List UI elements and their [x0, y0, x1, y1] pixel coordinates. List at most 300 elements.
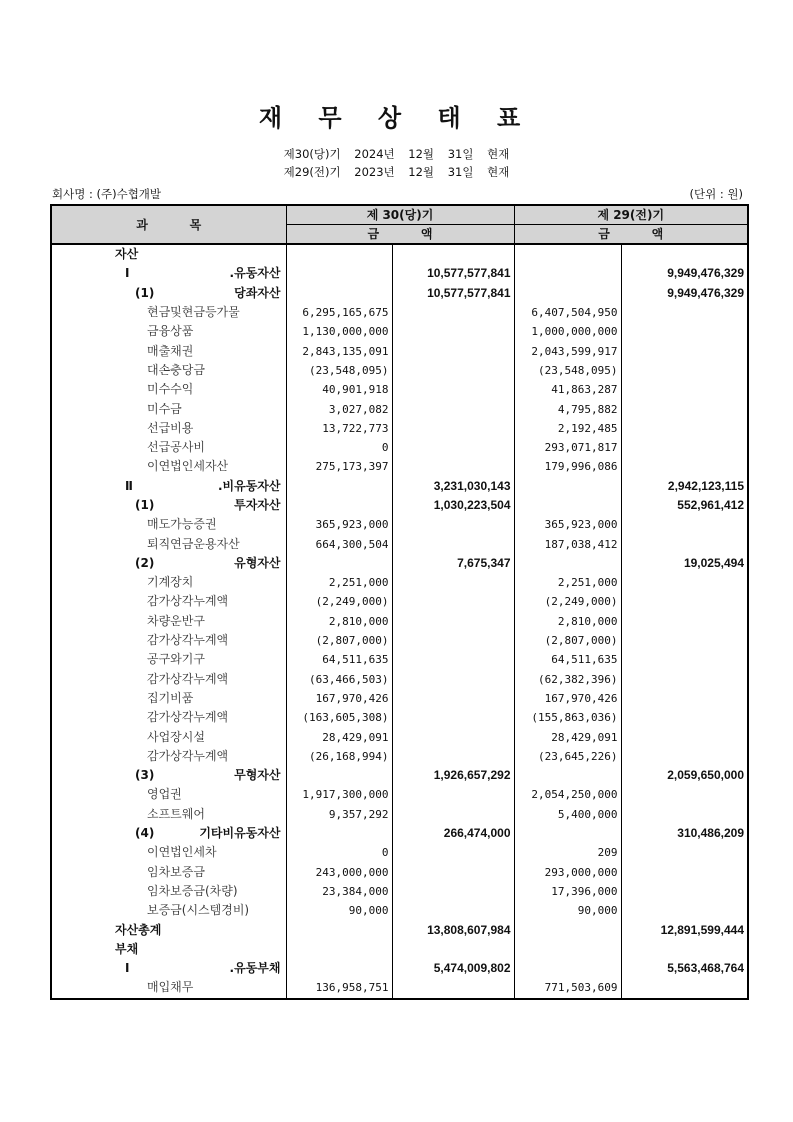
account-name-cell: [51, 920, 286, 939]
previous-subtotal-amount-cell: [621, 747, 748, 766]
previous-detail-amount-cell: [514, 805, 621, 824]
current-detail-amount: 664,300,504: [315, 537, 389, 551]
current-subtotal-amount-cell: [392, 747, 514, 766]
account-name-cell: [51, 361, 286, 380]
account-name: (3) 무형자산: [135, 768, 281, 783]
current-detail-amount: 365,923,000: [315, 518, 389, 532]
table-row: [51, 978, 748, 998]
previous-detail-amount-cell: [514, 264, 621, 283]
account-name: Ⅰ.유동자산: [125, 266, 281, 281]
previous-subtotal-amount: 552,961,412: [677, 498, 744, 512]
period-year: 2023년: [354, 165, 395, 179]
account-name: 감가상각누계액: [147, 633, 229, 648]
previous-subtotal-amount-cell: [621, 708, 748, 727]
account-name: Ⅰ.유동부채: [125, 961, 281, 976]
table-row: [51, 554, 748, 573]
current-detail-amount-cell: [286, 940, 392, 959]
period-term: 제30(당)기: [283, 147, 341, 161]
previous-detail-amount-cell: [514, 631, 621, 650]
previous-detail-amount-cell: [514, 901, 621, 920]
previous-detail-amount-cell: [514, 380, 621, 399]
previous-detail-amount: 365,923,000: [544, 518, 618, 532]
period-suffix: 현재: [487, 165, 510, 179]
previous-detail-amount-cell: [514, 399, 621, 418]
table-row: [51, 515, 748, 534]
current-subtotal-amount-cell: [392, 882, 514, 901]
table-row: [51, 920, 748, 939]
current-detail-amount: 23,384,000: [322, 884, 389, 898]
period-month: 12월: [408, 165, 435, 179]
previous-detail-amount-cell: [514, 303, 621, 322]
current-subtotal-amount: 1,926,657,292: [433, 768, 511, 783]
previous-detail-amount-cell: [514, 361, 621, 380]
current-detail-amount-cell: [286, 322, 392, 341]
current-subtotal-amount-cell: [392, 843, 514, 862]
current-detail-amount-cell: [286, 361, 392, 380]
period-current: [0, 146, 793, 162]
table-row: [51, 457, 748, 476]
previous-detail-amount-cell: [514, 515, 621, 534]
account-name-cell: [51, 959, 286, 978]
previous-subtotal-amount-cell: [621, 727, 748, 746]
current-subtotal-amount-cell: [392, 573, 514, 592]
account-name-cell: [51, 244, 286, 264]
account-name-cell: [51, 708, 286, 727]
current-amount-header: 금 액: [286, 225, 514, 245]
account-name-cell: [51, 322, 286, 341]
current-detail-amount: 90,000: [348, 904, 389, 918]
current-subtotal-amount-cell: [392, 399, 514, 418]
current-subtotal-amount-cell: [392, 303, 514, 322]
current-subtotal-amount-cell: [392, 380, 514, 399]
previous-detail-amount: 64,511,635: [551, 653, 618, 667]
table-row: [51, 843, 748, 862]
current-detail-amount-cell: [286, 785, 392, 804]
current-subtotal-amount-cell: [392, 901, 514, 920]
table-row: [51, 534, 748, 553]
table-row: [51, 727, 748, 746]
previous-detail-amount-cell: [514, 573, 621, 592]
current-subtotal-amount-cell: [392, 534, 514, 553]
current-detail-amount: 64,511,635: [322, 653, 389, 667]
current-detail-amount-cell: [286, 612, 392, 631]
table-row: [51, 264, 748, 283]
previous-subtotal-amount-cell: [621, 689, 748, 708]
current-detail-amount: 0: [381, 441, 389, 455]
previous-detail-amount-cell: [514, 747, 621, 766]
current-subtotal-amount-cell: [392, 689, 514, 708]
current-subtotal-amount-cell: [392, 322, 514, 341]
table-row: [51, 805, 748, 824]
previous-detail-amount: 17,396,000: [551, 884, 618, 898]
previous-detail-amount-cell: [514, 882, 621, 901]
previous-subtotal-amount-cell: [621, 920, 748, 939]
table-row: [51, 496, 748, 515]
account-name-cell: [51, 592, 286, 611]
current-subtotal-amount-cell: [392, 515, 514, 534]
previous-detail-amount-cell: [514, 419, 621, 438]
current-subtotal-amount-cell: [392, 920, 514, 939]
previous-detail-amount-cell: [514, 863, 621, 882]
account-name: 감가상각누계액: [147, 748, 229, 763]
current-detail-amount-cell: [286, 689, 392, 708]
previous-subtotal-amount-cell: [621, 612, 748, 631]
previous-subtotal-amount-cell: [621, 515, 748, 534]
previous-subtotal-amount-cell: [621, 940, 748, 959]
current-period-header: 제 30(당)기: [286, 205, 514, 225]
previous-detail-amount: (62,382,396): [538, 672, 618, 686]
previous-detail-amount: 2,054,250,000: [531, 788, 618, 802]
previous-subtotal-amount: 12,891,599,444: [660, 922, 744, 937]
current-detail-amount-cell: [286, 824, 392, 843]
account-name: 금융상품: [147, 324, 194, 339]
period-term: 제29(전)기: [283, 165, 341, 179]
account-name-cell: [51, 341, 286, 360]
current-detail-amount: 13,722,773: [322, 421, 389, 435]
account-name: 선급비용: [147, 420, 194, 435]
previous-subtotal-amount-cell: [621, 805, 748, 824]
current-detail-amount-cell: [286, 978, 392, 998]
table-row: [51, 322, 748, 341]
table-row: [51, 631, 748, 650]
current-detail-amount: 2,810,000: [328, 614, 389, 628]
previous-detail-amount: 4,795,882: [557, 402, 618, 416]
previous-subtotal-amount-cell: [621, 863, 748, 882]
current-subtotal-amount-cell: [392, 959, 514, 978]
account-name-cell: [51, 766, 286, 785]
account-name-cell: [51, 573, 286, 592]
account-name: 임차보증금(차량): [147, 883, 238, 898]
current-subtotal-amount-cell: [392, 978, 514, 998]
document-title: 재 무 상 태 표: [258, 104, 535, 132]
account-name: 부채: [115, 941, 139, 956]
current-subtotal-amount-cell: [392, 419, 514, 438]
current-detail-amount: 1,130,000,000: [302, 325, 389, 339]
account-name-cell: [51, 650, 286, 669]
current-subtotal-amount-cell: [392, 341, 514, 360]
account-name-cell: [51, 534, 286, 553]
table-row: [51, 824, 748, 843]
previous-detail-amount: 771,503,609: [544, 981, 618, 995]
account-name-cell: [51, 901, 286, 920]
table-row: [51, 399, 748, 418]
previous-subtotal-amount: 310,486,209: [677, 826, 744, 841]
current-subtotal-amount-cell: [392, 824, 514, 843]
previous-detail-amount-cell: [514, 477, 621, 496]
previous-detail-amount-cell: [514, 650, 621, 669]
balance-sheet-table: [50, 204, 749, 1000]
previous-subtotal-amount-cell: [621, 264, 748, 283]
previous-period-header: 제 29(전)기: [514, 205, 748, 225]
account-name-cell: [51, 419, 286, 438]
previous-subtotal-amount-cell: [621, 438, 748, 457]
current-detail-amount-cell: [286, 670, 392, 689]
table-row: [51, 573, 748, 592]
previous-subtotal-amount-cell: [621, 477, 748, 496]
account-name-cell: [51, 670, 286, 689]
current-subtotal-amount: 10,577,577,841: [427, 266, 511, 281]
current-detail-amount-cell: [286, 901, 392, 920]
previous-subtotal-amount: 2,059,650,000: [667, 768, 744, 783]
current-detail-amount-cell: [286, 592, 392, 611]
period-month: 12월: [408, 147, 435, 161]
account-name-cell: [51, 264, 286, 283]
previous-detail-amount-cell: [514, 824, 621, 843]
account-name: 집기비품: [147, 690, 194, 705]
previous-subtotal-amount: 2,942,123,115: [667, 478, 744, 493]
previous-detail-amount: 1,000,000,000: [531, 325, 618, 339]
previous-detail-amount-cell: [514, 766, 621, 785]
previous-subtotal-amount-cell: [621, 766, 748, 785]
current-detail-amount: 136,958,751: [315, 981, 389, 995]
previous-detail-amount: 187,038,412: [544, 537, 618, 551]
account-name: 감가상각누계액: [147, 671, 229, 686]
account-name: 소프트웨어: [147, 806, 205, 821]
current-detail-amount: 28,429,091: [322, 730, 389, 744]
previous-detail-amount: 167,970,426: [544, 691, 618, 705]
previous-subtotal-amount-cell: [621, 882, 748, 901]
current-detail-amount: 167,970,426: [315, 691, 389, 705]
current-detail-amount: (2,807,000): [315, 634, 389, 648]
previous-detail-amount-cell: [514, 244, 621, 264]
account-name-cell: [51, 863, 286, 882]
previous-detail-amount: (23,645,226): [538, 749, 618, 763]
current-detail-amount-cell: [286, 843, 392, 862]
current-subtotal-amount-cell: [392, 361, 514, 380]
account-name-cell: [51, 438, 286, 457]
current-subtotal-amount-cell: [392, 670, 514, 689]
account-name: (1) 당좌자산: [135, 285, 281, 300]
account-name-cell: [51, 882, 286, 901]
table-row: [51, 959, 748, 978]
previous-detail-amount-cell: [514, 670, 621, 689]
current-subtotal-amount-cell: [392, 438, 514, 457]
current-detail-amount-cell: [286, 515, 392, 534]
current-subtotal-amount-cell: [392, 708, 514, 727]
current-detail-amount-cell: [286, 863, 392, 882]
current-detail-amount-cell: [286, 959, 392, 978]
account-name: 매입채무: [147, 980, 194, 995]
current-detail-amount-cell: [286, 496, 392, 515]
previous-detail-amount-cell: [514, 457, 621, 476]
account-name: (2) 유형자산: [135, 555, 281, 570]
previous-subtotal-amount-cell: [621, 785, 748, 804]
previous-detail-amount-cell: [514, 341, 621, 360]
current-detail-amount-cell: [286, 708, 392, 727]
table-row: [51, 785, 748, 804]
previous-detail-amount-cell: [514, 689, 621, 708]
current-detail-amount: 6,295,165,675: [302, 306, 389, 320]
table-row: [51, 284, 748, 303]
table-row: [51, 650, 748, 669]
current-subtotal-amount: 266,474,000: [443, 826, 511, 841]
previous-detail-amount: 90,000: [577, 904, 618, 918]
table-row: [51, 419, 748, 438]
account-name-cell: [51, 785, 286, 804]
current-subtotal-amount-cell: [392, 592, 514, 611]
previous-detail-amount-cell: [514, 785, 621, 804]
table-row: [51, 670, 748, 689]
current-subtotal-amount-cell: [392, 785, 514, 804]
previous-subtotal-amount-cell: [621, 824, 748, 843]
previous-subtotal-amount-cell: [621, 592, 748, 611]
previous-detail-amount: 5,400,000: [557, 807, 618, 821]
previous-subtotal-amount: 9,949,476,329: [667, 266, 744, 281]
table-row: [51, 341, 748, 360]
current-detail-amount: (163,605,308): [302, 711, 389, 725]
previous-subtotal-amount-cell: [621, 496, 748, 515]
account-name: 임차보증금: [147, 864, 205, 879]
current-subtotal-amount-cell: [392, 554, 514, 573]
current-detail-amount-cell: [286, 920, 392, 939]
previous-subtotal-amount-cell: [621, 399, 748, 418]
previous-subtotal-amount: 9,949,476,329: [667, 285, 744, 300]
previous-detail-amount: (2,807,000): [544, 634, 618, 648]
account-name: 자산총계: [115, 922, 162, 937]
account-name: 자산: [115, 247, 139, 262]
previous-subtotal-amount-cell: [621, 631, 748, 650]
account-name-cell: [51, 747, 286, 766]
previous-detail-amount-cell: [514, 612, 621, 631]
previous-subtotal-amount-cell: [621, 419, 748, 438]
account-name-cell: [51, 805, 286, 824]
previous-subtotal-amount: 19,025,494: [683, 555, 744, 570]
account-name: 현금및현금등가물: [147, 305, 240, 320]
current-subtotal-amount: 13,808,607,984: [427, 922, 511, 937]
current-detail-amount: (63,466,503): [309, 672, 389, 686]
previous-subtotal-amount-cell: [621, 534, 748, 553]
account-name: 감가상각누계액: [147, 594, 229, 609]
previous-detail-amount: (2,249,000): [544, 595, 618, 609]
previous-detail-amount-cell: [514, 920, 621, 939]
current-detail-amount-cell: [286, 419, 392, 438]
previous-subtotal-amount-cell: [621, 959, 748, 978]
account-name-cell: [51, 380, 286, 399]
previous-detail-amount-cell: [514, 322, 621, 341]
current-detail-amount-cell: [286, 631, 392, 650]
previous-detail-amount: 6,407,504,950: [531, 306, 618, 320]
account-name-cell: [51, 631, 286, 650]
account-name-cell: [51, 940, 286, 959]
current-subtotal-amount-cell: [392, 727, 514, 746]
current-subtotal-amount-cell: [392, 766, 514, 785]
current-subtotal-amount-cell: [392, 284, 514, 303]
previous-detail-amount: (155,863,036): [531, 711, 618, 725]
current-subtotal-amount-cell: [392, 477, 514, 496]
table-row: [51, 592, 748, 611]
account-name-cell: [51, 457, 286, 476]
current-subtotal-amount: 7,675,347: [457, 555, 511, 570]
current-detail-amount: 2,251,000: [328, 576, 389, 590]
previous-subtotal-amount-cell: [621, 554, 748, 573]
table-row: [51, 303, 748, 322]
table-row: [51, 689, 748, 708]
current-detail-amount-cell: [286, 573, 392, 592]
unit-label: (단위 : 원): [689, 187, 743, 201]
account-name-cell: [51, 554, 286, 573]
current-detail-amount: (26,168,994): [309, 749, 389, 763]
previous-detail-amount: 41,863,287: [551, 383, 618, 397]
account-name: 기계장치: [147, 575, 194, 590]
account-name: 퇴직연금운용자산: [147, 536, 240, 551]
account-name-cell: [51, 399, 286, 418]
current-detail-amount: (2,249,000): [315, 595, 389, 609]
previous-detail-amount: 2,043,599,917: [531, 344, 618, 358]
table-row: [51, 361, 748, 380]
account-name: Ⅱ.비유동자산: [125, 478, 281, 493]
current-detail-amount-cell: [286, 438, 392, 457]
current-detail-amount-cell: [286, 882, 392, 901]
account-name: 대손충당금: [147, 362, 205, 377]
current-detail-amount-cell: [286, 805, 392, 824]
account-name: 감가상각누계액: [147, 710, 229, 725]
period-year: 2024년: [354, 147, 395, 161]
current-subtotal-amount: 1,030,223,504: [433, 498, 511, 512]
account-name: 차량운반구: [147, 613, 205, 628]
table-row: [51, 863, 748, 882]
previous-detail-amount: 179,996,086: [544, 460, 618, 474]
table-row: [51, 244, 748, 264]
period-previous: [0, 164, 793, 180]
previous-subtotal-amount-cell: [621, 670, 748, 689]
previous-detail-amount: 293,000,000: [544, 865, 618, 879]
current-subtotal-amount-cell: [392, 264, 514, 283]
previous-detail-amount-cell: [514, 534, 621, 553]
previous-subtotal-amount-cell: [621, 573, 748, 592]
previous-detail-amount-cell: [514, 284, 621, 303]
previous-detail-amount: (23,548,095): [538, 363, 618, 377]
account-name: 공구와기구: [147, 652, 205, 667]
current-subtotal-amount-cell: [392, 457, 514, 476]
current-detail-amount-cell: [286, 477, 392, 496]
previous-subtotal-amount-cell: [621, 380, 748, 399]
table-row: [51, 612, 748, 631]
company-name: 회사명 : (주)수협개발: [52, 187, 162, 201]
account-name-cell: [51, 496, 286, 515]
account-name: (4) 기타비유동자산: [135, 826, 281, 841]
previous-subtotal-amount-cell: [621, 341, 748, 360]
account-name: 이연법인세자산: [147, 459, 229, 474]
table-row: [51, 438, 748, 457]
account-name: 미수수익: [147, 382, 194, 397]
current-subtotal-amount-cell: [392, 650, 514, 669]
account-name: 미수금: [147, 401, 182, 416]
account-name-cell: [51, 284, 286, 303]
subject-header: 과 목: [51, 205, 286, 244]
period-suffix: 현재: [487, 147, 510, 161]
previous-detail-amount: 28,429,091: [551, 730, 618, 744]
current-detail-amount: 9,357,292: [328, 807, 389, 821]
previous-subtotal-amount-cell: [621, 978, 748, 998]
current-detail-amount-cell: [286, 341, 392, 360]
current-detail-amount: 243,000,000: [315, 865, 389, 879]
previous-subtotal-amount: 5,563,468,764: [667, 961, 744, 976]
previous-detail-amount: 293,071,817: [544, 441, 618, 455]
current-subtotal-amount-cell: [392, 631, 514, 650]
current-detail-amount-cell: [286, 650, 392, 669]
current-detail-amount: 0: [381, 846, 389, 860]
current-detail-amount-cell: [286, 554, 392, 573]
account-name: 사업장시설: [147, 729, 205, 744]
current-subtotal-amount-cell: [392, 496, 514, 515]
account-name: 선급공사비: [147, 440, 205, 455]
previous-subtotal-amount-cell: [621, 650, 748, 669]
previous-detail-amount-cell: [514, 843, 621, 862]
previous-subtotal-amount-cell: [621, 303, 748, 322]
current-detail-amount: 40,901,918: [322, 383, 389, 397]
previous-detail-amount: 2,251,000: [557, 576, 618, 590]
previous-detail-amount: 2,810,000: [557, 614, 618, 628]
